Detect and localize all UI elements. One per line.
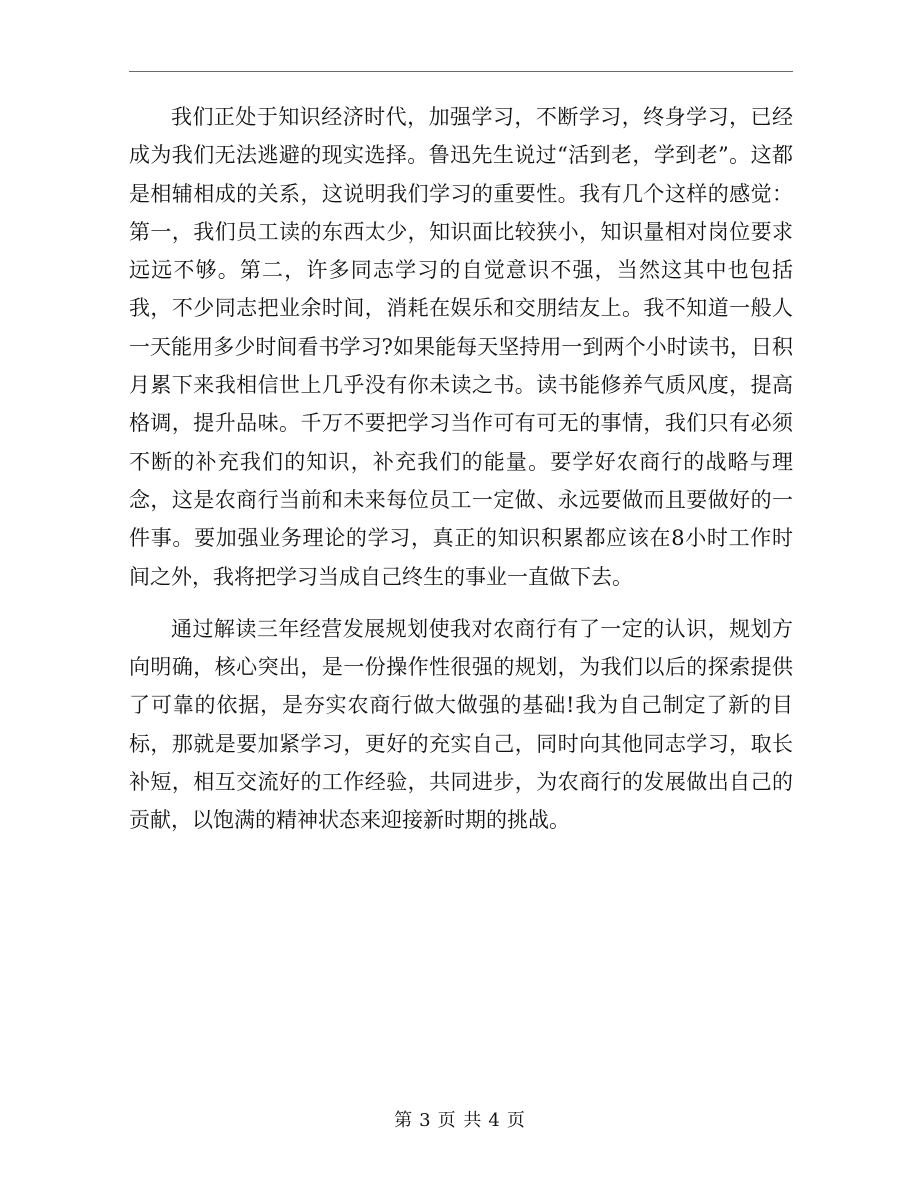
page-footer (0, 1108, 920, 1134)
current-page-number: 3 (419, 1110, 432, 1131)
paragraph-2: 通过解读三年经营发展规划使我对农商行有了一定的认识，规划方向明确，核心突出，是一份操作性很强的规划，为我们以后的探索提供了可靠的依据，是夯实农商行做大做强的基础!我为自己制定了新的目标，那就是要加紧学习，更好的充实自己，同时向其他同志学习，取长补短，相互交流好的工作经验，共同进步，为农商行的发展做出自己的贡献，以饱满的精神状态来迎接新时期的挑战。 (129, 616, 793, 833)
footer-middle: 页 共 (437, 1110, 483, 1131)
footer-prefix: 第 (394, 1110, 414, 1131)
header-rule (129, 71, 793, 72)
document-body (129, 98, 793, 840)
total-page-number: 4 (488, 1110, 501, 1131)
footer-suffix: 页 (506, 1110, 526, 1131)
paragraph-1: 我们正处于知识经济时代，加强学习，不断学习，终身学习，已经成为我们无法逃避的现实选择。鲁迅先生说过“活到老，学到老”。这都是相辅相成的关系，这说明我们学习的重要性。我有几个这样的感觉：第一，我们员工读的东西太少，知识面比较狭小，知识量相对岗位要求远远不够。第二，许多同志学习的自觉意识不强，当然这其中也包括我，不少同志把业余时间，消耗在娱乐和交朋结友上。我不知道一般人一天能用多少时间看书学习?如果能每天坚持用一到两个小时读书，日积月累下来我相信世上几乎没有你未读之书。读书能修养气质风度，提高格调，提升品味。千万不要把学习当作可有可无的事情，我们只有必须不断的补充我们的知识，补充我们的能量。要学好农商行的战略与理念，这是农商行当前和未来每位员工一定做、永远要做而且要做好的一件事。要加强业务理论的学习，真正的知识积累都应该在8小时工作时间之外，我将把学习当成自己终生的事业一直做下去。 (129, 105, 793, 589)
